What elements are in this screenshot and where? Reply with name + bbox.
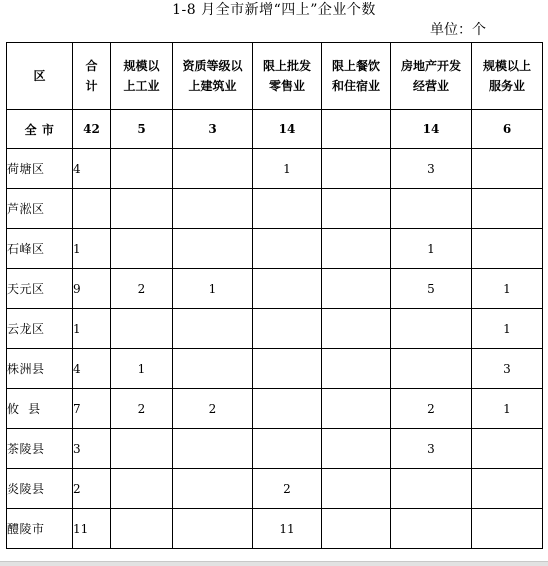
- district-name: 天元区: [7, 269, 73, 309]
- construction-value: [173, 469, 253, 509]
- real-estate-value: [391, 509, 472, 549]
- catering-accommodation-value: [322, 509, 391, 549]
- wholesale-retail-value: [253, 229, 322, 269]
- table-row: [7, 110, 543, 149]
- district-name: 攸 县: [7, 389, 73, 429]
- industry-value: [111, 309, 173, 349]
- construction-value: [173, 149, 253, 189]
- unit-label: 单位：个: [430, 22, 486, 38]
- total-value: 4: [73, 349, 111, 389]
- services-value: [472, 149, 543, 189]
- industry-value: [111, 189, 173, 229]
- wholesale-retail-value: 11: [253, 509, 322, 549]
- industry-value: [111, 149, 173, 189]
- district-name: 株洲县: [7, 349, 73, 389]
- district-name: 荷塘区: [7, 149, 73, 189]
- construction-value: 1: [173, 269, 253, 309]
- real-estate-value: 1: [391, 229, 472, 269]
- wholesale-retail-value: [253, 269, 322, 309]
- services-value: [472, 189, 543, 229]
- total-value: 2: [73, 469, 111, 509]
- catering-accommodation-value: [322, 229, 391, 269]
- construction-value: [173, 189, 253, 229]
- industry-value: [111, 229, 173, 269]
- total-value: 1: [73, 229, 111, 269]
- industry-value: 2: [111, 389, 173, 429]
- catering-accommodation-value: [322, 269, 391, 309]
- construction-value: [173, 429, 253, 469]
- industry-value: 1: [111, 349, 173, 389]
- total-value: 4: [73, 149, 111, 189]
- wholesale-retail-value: [253, 189, 322, 229]
- real-estate-value: [391, 469, 472, 509]
- catering-accommodation-value: [322, 189, 391, 229]
- services-value: 3: [472, 349, 543, 389]
- catering-accommodation-value: [322, 110, 391, 149]
- table-row: [7, 389, 543, 429]
- real-estate-value: 2: [391, 389, 472, 429]
- header-industry: 规模以 上工业: [111, 43, 173, 110]
- table-row: [7, 149, 543, 189]
- construction-value: [173, 349, 253, 389]
- industry-value: [111, 429, 173, 469]
- construction-value: [173, 229, 253, 269]
- table-row: [7, 189, 543, 229]
- catering-accommodation-value: [322, 349, 391, 389]
- district-name: 云龙区: [7, 309, 73, 349]
- real-estate-value: 3: [391, 429, 472, 469]
- services-value: 6: [472, 110, 543, 149]
- construction-value: 3: [173, 110, 253, 149]
- table-row: [7, 509, 543, 549]
- total-value: 1: [73, 309, 111, 349]
- table-row: [7, 469, 543, 509]
- catering-accommodation-value: [322, 309, 391, 349]
- services-value: [472, 469, 543, 509]
- table-row: [7, 269, 543, 309]
- district-name: 茶陵县: [7, 429, 73, 469]
- wholesale-retail-value: [253, 309, 322, 349]
- total-value: 11: [73, 509, 111, 549]
- real-estate-value: 5: [391, 269, 472, 309]
- real-estate-value: [391, 309, 472, 349]
- district-name: 炎陵县: [7, 469, 73, 509]
- total-value: [73, 189, 111, 229]
- table-header-row: [7, 43, 543, 110]
- services-value: 1: [472, 389, 543, 429]
- services-value: [472, 429, 543, 469]
- wholesale-retail-value: 14: [253, 110, 322, 149]
- district-name: 芦淞区: [7, 189, 73, 229]
- statistics-table: [6, 42, 543, 549]
- total-value: 3: [73, 429, 111, 469]
- header-catering-accommodation: 限上餐饮 和住宿业: [322, 43, 391, 110]
- services-value: 1: [472, 269, 543, 309]
- header-services: 规模以上 服务业: [472, 43, 543, 110]
- industry-value: [111, 469, 173, 509]
- catering-accommodation-value: [322, 389, 391, 429]
- table-row: [7, 309, 543, 349]
- total-value: 7: [73, 389, 111, 429]
- services-value: [472, 229, 543, 269]
- table-row: [7, 349, 543, 389]
- real-estate-value: [391, 349, 472, 389]
- industry-value: [111, 509, 173, 549]
- wholesale-retail-value: [253, 349, 322, 389]
- total-value: 9: [73, 269, 111, 309]
- wholesale-retail-value: 1: [253, 149, 322, 189]
- services-value: 1: [472, 309, 543, 349]
- real-estate-value: 14: [391, 110, 472, 149]
- industry-value: 5: [111, 110, 173, 149]
- wholesale-retail-value: [253, 389, 322, 429]
- catering-accommodation-value: [322, 149, 391, 189]
- total-value: 42: [73, 110, 111, 149]
- construction-value: [173, 509, 253, 549]
- table-row: [7, 429, 543, 469]
- header-total: 合 计: [73, 43, 111, 110]
- real-estate-value: [391, 189, 472, 229]
- catering-accommodation-value: [322, 469, 391, 509]
- district-name: 全 市: [7, 110, 73, 149]
- construction-value: 2: [173, 389, 253, 429]
- wholesale-retail-value: 2: [253, 469, 322, 509]
- header-construction: 资质等级以 上建筑业: [173, 43, 253, 110]
- document-title: 1-8 月全市新增“四上”企业个数: [172, 2, 376, 18]
- header-district: 区: [7, 43, 73, 110]
- real-estate-value: 3: [391, 149, 472, 189]
- header-wholesale-retail: 限上批发 零售业: [253, 43, 322, 110]
- construction-value: [173, 309, 253, 349]
- wholesale-retail-value: [253, 429, 322, 469]
- page-bottom-edge: [0, 561, 548, 566]
- header-real-estate: 房地产开发 经营业: [391, 43, 472, 110]
- services-value: [472, 509, 543, 549]
- table-row: [7, 229, 543, 269]
- district-name: 石峰区: [7, 229, 73, 269]
- industry-value: 2: [111, 269, 173, 309]
- catering-accommodation-value: [322, 429, 391, 469]
- district-name: 醴陵市: [7, 509, 73, 549]
